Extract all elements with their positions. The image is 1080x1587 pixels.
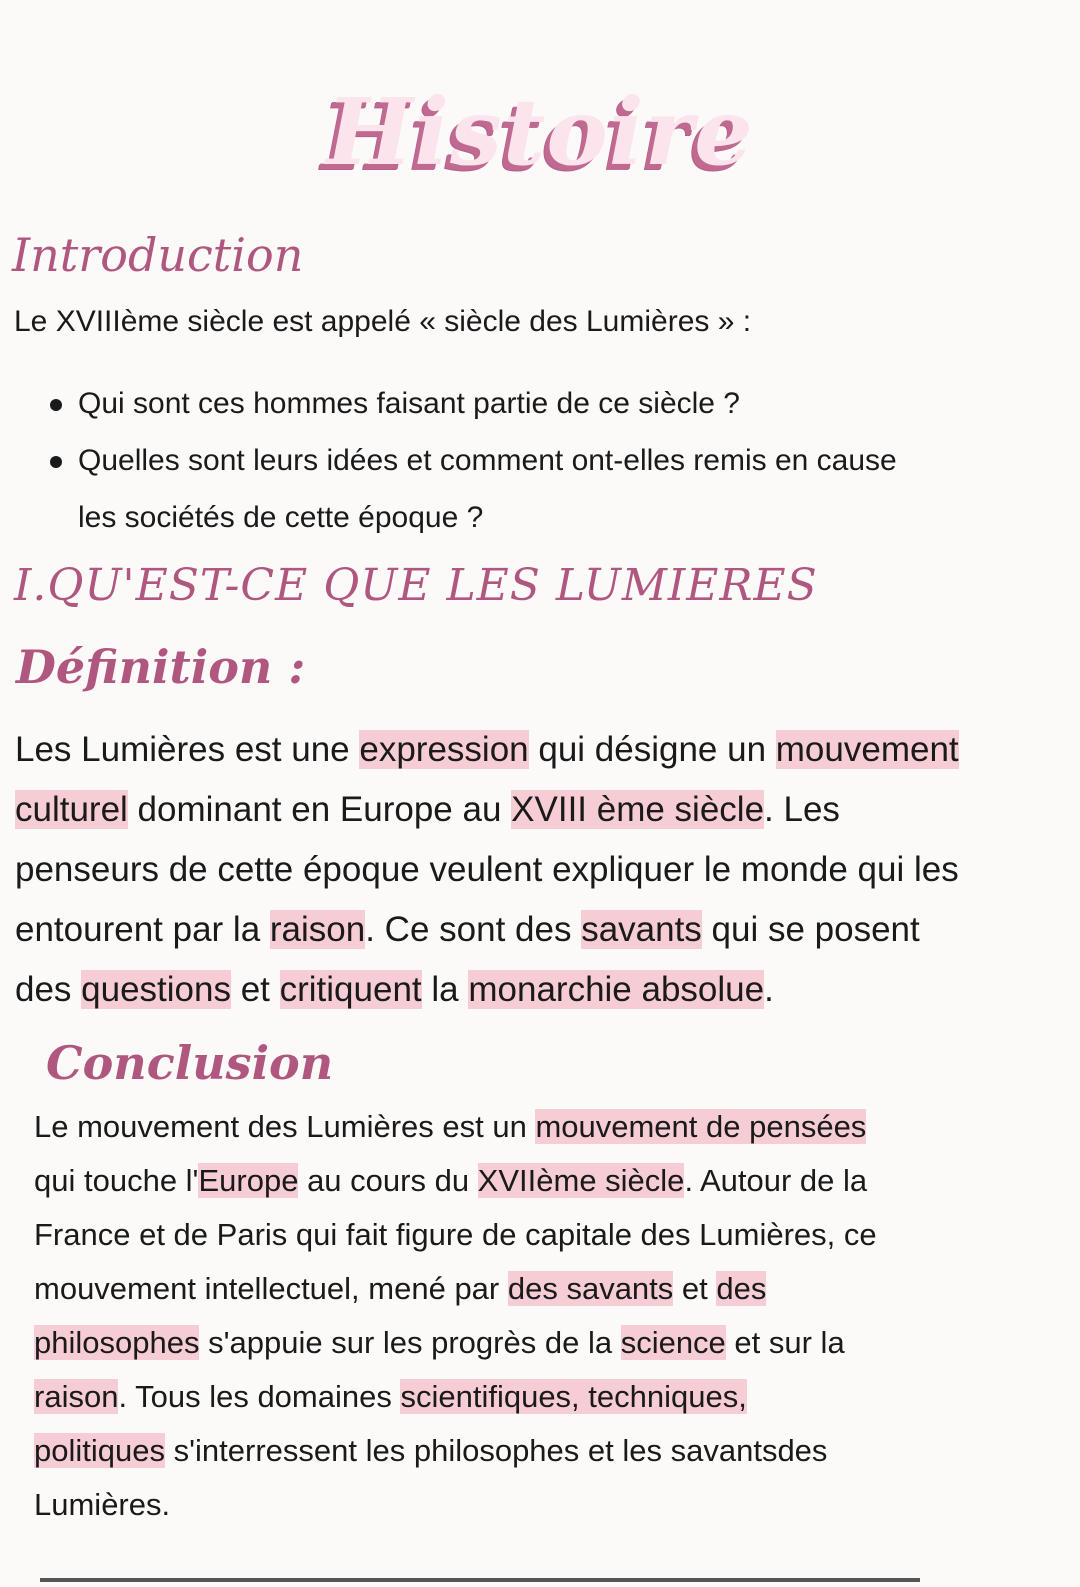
text-segment: penseurs de cette époque veulent expliquer le monde qui les (15, 850, 959, 889)
highlighted-term: mouvement de pensées (535, 1109, 867, 1144)
text-segment: et (673, 1271, 717, 1306)
text-line (15, 960, 959, 1020)
text-segment: qui désigne un (528, 730, 776, 769)
highlighted-term: savants (581, 910, 702, 949)
text-segment: qui touche l' (34, 1163, 199, 1198)
text-segment: la (421, 970, 469, 1009)
definition-heading: Définition : (16, 640, 306, 694)
text-line (34, 1424, 877, 1478)
highlighted-term: des savants (507, 1271, 674, 1306)
highlighted-term: monarchie absolue (468, 970, 765, 1009)
highlighted-term: politiques (34, 1433, 165, 1468)
text-segment: et (230, 970, 280, 1009)
text-line (34, 1262, 877, 1316)
text-segment: . Ce sont des (365, 910, 582, 949)
highlighted-term: Europe (198, 1163, 299, 1198)
text-line (15, 900, 959, 960)
question-line: Qui sont ces hommes faisant partie de ce siècle ? (78, 387, 740, 420)
conclusion-paragraph (34, 1100, 877, 1532)
question-line: les sociétés de cette époque ? (78, 501, 484, 534)
text-line (34, 1316, 877, 1370)
text-segment: des (15, 970, 82, 1009)
text-segment: s'interressent les philosophes et les savantsdes (164, 1433, 828, 1468)
section-heading: I.QU'EST-CE QUE LES LUMIERES (14, 560, 818, 611)
text-segment: Le mouvement des Lumières est un (34, 1109, 536, 1144)
text-line (34, 1478, 877, 1532)
highlighted-term: questions (81, 970, 231, 1009)
text-line (15, 840, 959, 900)
text-line (15, 720, 959, 780)
bottom-rule (40, 1578, 920, 1582)
highlighted-term: des (716, 1271, 767, 1306)
highlighted-term: raison (34, 1379, 119, 1414)
highlighted-term: mouvement (775, 730, 959, 769)
text-segment: Les Lumières est une (15, 730, 360, 769)
page-title: Histoire (326, 78, 754, 186)
text-line (34, 1154, 877, 1208)
text-segment: mouvement intellectuel, mené par (34, 1271, 508, 1306)
highlighted-term: science (620, 1325, 726, 1360)
text-segment: France et de Paris qui fait figure de capitale des Lumières, ce (34, 1217, 877, 1252)
conclusion-heading: Conclusion (46, 1036, 334, 1090)
introduction-heading: Introduction (12, 228, 304, 282)
text-segment: . Autour de la (684, 1163, 868, 1198)
text-line (34, 1100, 877, 1154)
highlighted-term: critiquent (279, 970, 422, 1009)
question-line: Quelles sont leurs idées et comment ont-elles remis en cause (78, 444, 897, 477)
text-segment: . Les (764, 790, 840, 829)
text-segment: et sur la (725, 1325, 845, 1360)
highlighted-term: raison (269, 910, 366, 949)
text-segment: . Tous les domaines (118, 1379, 401, 1414)
highlighted-term: XVIIème siècle (477, 1163, 685, 1198)
highlighted-term: philosophes (34, 1325, 200, 1360)
highlighted-term: scientifiques, techniques, (400, 1379, 747, 1414)
introduction-text: Le XVIIIème siècle est appelé « siècle des Lumières » : (14, 305, 752, 338)
highlighted-term: XVIII ème siècle (511, 790, 765, 829)
text-segment: Lumières. (34, 1487, 171, 1522)
text-line (34, 1208, 877, 1262)
text-segment: entourent par la (15, 910, 270, 949)
definition-paragraph (15, 720, 959, 1020)
text-segment: dominant en Europe au (127, 790, 512, 829)
introduction-questions (48, 375, 897, 546)
text-segment: qui se posent (701, 910, 920, 949)
highlighted-term: culturel (15, 790, 128, 829)
question-item (48, 375, 897, 432)
text-line (15, 780, 959, 840)
question-item (48, 432, 897, 546)
highlighted-term: expression (359, 730, 529, 769)
text-segment: au cours du (298, 1163, 478, 1198)
text-segment: . (764, 970, 774, 1009)
text-segment: s'appuie sur les progrès de la (199, 1325, 621, 1360)
text-line (34, 1370, 877, 1424)
